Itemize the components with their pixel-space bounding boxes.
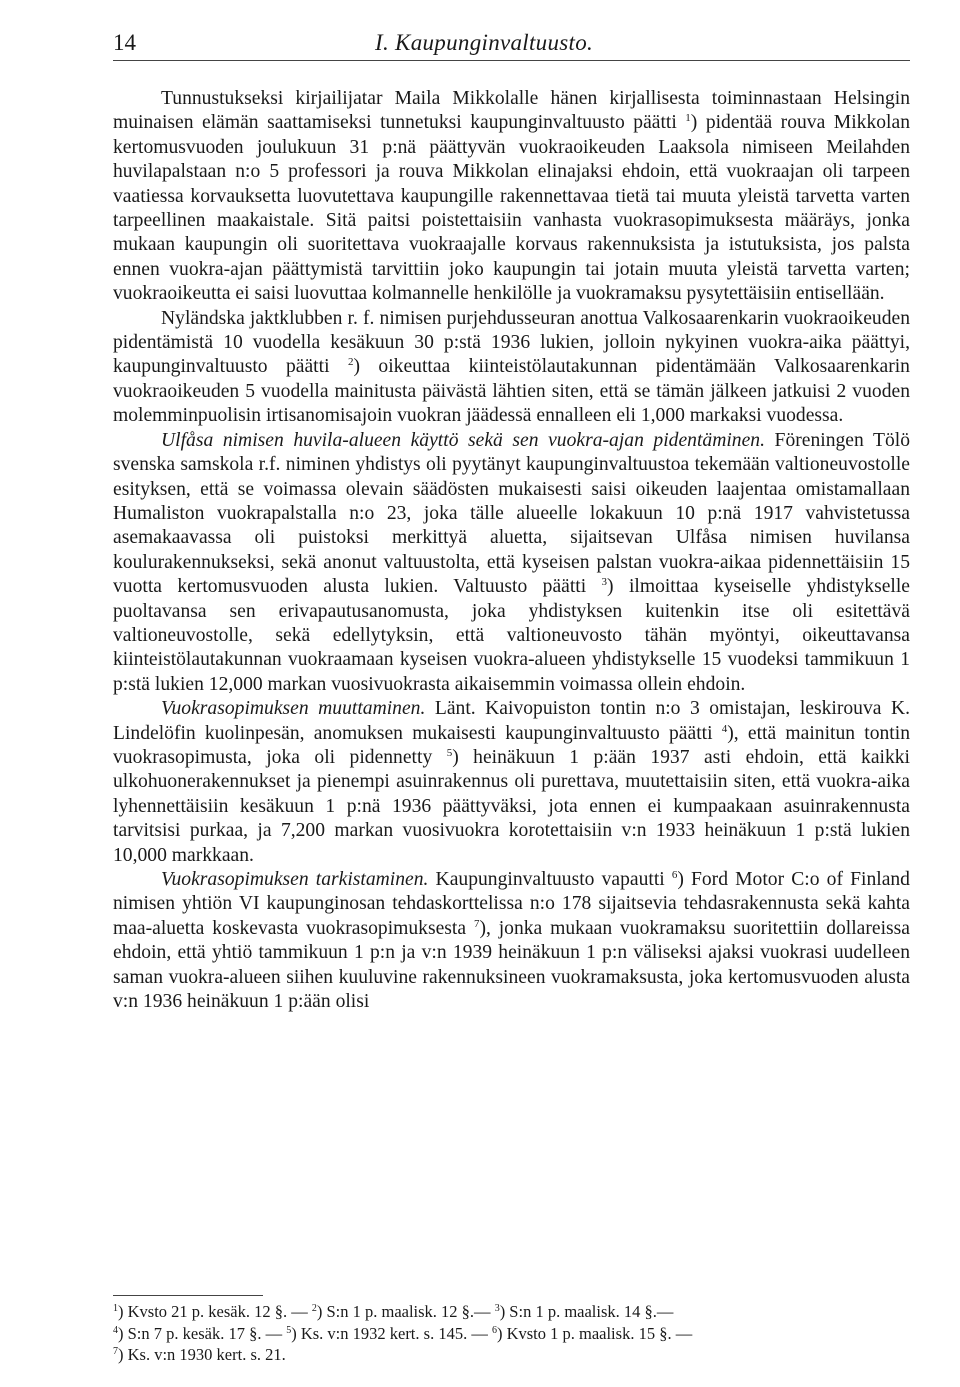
- footnote-line: [113, 1301, 910, 1323]
- footnote-marker: 7: [113, 1346, 118, 1357]
- text-run: ), että mainitun tontin vuokrasopimusta, joka oli pidennetty: [113, 722, 910, 768]
- footnote-marker: 5: [286, 1324, 292, 1336]
- text-run: ) Kvsto 1 p. maalisk. 15 §. —: [496, 1323, 693, 1343]
- text-run: ) oikeuttaa kiinteistölautakunnan pidentämään Valkosaarenkarin vuokraoikeuden 5 vuodella mainitusta päivästä lähtien siten, että se tämän jälkeen jatkuisi 2 vuoden molemminpuolisin irtisanomisajoin vuokran jäädessä ennalleen eli 1,000 markaksi vuodessa.: [113, 356, 910, 427]
- footnote-line: [113, 1344, 910, 1366]
- footnote-rule: [113, 1295, 263, 1296]
- footnotes: [113, 1301, 910, 1366]
- body-text: [113, 87, 910, 1014]
- footnote-marker: 7: [473, 917, 480, 930]
- paragraph: [113, 87, 910, 307]
- text-run: ) Ford Motor C:o of Finland nimisen yhtiön VI kaupunginosan tehdaskorttelissa n:o 178 sijaitsevia tehdasrakennusta sekä kahta maa-aluetta koskevasta vuokrasopimuksesta: [113, 869, 910, 939]
- footnote-marker: 3: [494, 1303, 500, 1314]
- text-run: Föreningen Tölö svenska samskola r.f. niminen yhdistys oli pyytänyt kaupunginvaltuustoa tekemään valtioneuvostolle esityksen, että se voimassa olevain säädösten mukaisesti saisi oikeuden laajentaa omistamallaan Humaliston vuokrapalstalla n:o 23, joka tälle alueelle lokakuun 10 p:nä 1917 vahvistetussa asemakaavassa oli puistoksi merkittyä aluetta, sijaitsevan Ulfåsa nimisen huvilansa koulurakennukseksi, sekä anonut valtuustolta, että kyseisen palstan vuokra-aikaa pidennettäisiin 15 vuotta kertomusvuoden alusta lukien. Valtuusto päätti: [113, 429, 910, 598]
- text-run: ) S:n 1 p. maalisk. 14 §.—: [499, 1302, 674, 1321]
- text-run: ) Kvsto 21 p. kesäk. 12 §. —: [118, 1302, 312, 1321]
- section-heading: Ulfåsa nimisen huvila-alueen käyttö sekä sen vuokra-ajan pidentäminen.: [161, 429, 765, 451]
- footnote-marker: 1: [113, 1303, 118, 1314]
- paragraph: [113, 429, 910, 697]
- paragraph: [113, 307, 910, 429]
- text-run: Nyländska jaktklubben r. f. nimisen purjehdusseuran anottua Valkosaarenkarin vuokraoikeuden pidentämistä 10 vuodella kesäkuun 30 p:stä 1936 lukien, jolloin nykyinen vuokra-aika päättyi, kaupunginvaltuusto päätti: [113, 307, 910, 378]
- footnote-marker: 4: [113, 1324, 118, 1336]
- page-number: 14: [113, 30, 136, 55]
- text-run: ) heinäkuun 1 p:ään 1937 asti ehdoin, että kaikki ulkohuonerakennukset ja pienempi asuinrakennus oli purettava, muutettaisiin siten, että vuokra-aika lyhennettäisiin kesäkuun 1 p:nä 1936 päättyväksi, jota ennen ei kumpaakaan asuinrakennusta tarvitsisi purkaa, ja 7,200 markan vuosivuokra korotettaisiin v:n 1933 heinäkuun 1 p:stä lukien 10,000 markkaan.: [113, 746, 910, 866]
- text-run: ) Ks. v:n 1930 kert. s. 21.: [118, 1345, 286, 1364]
- text-run: ) Ks. v:n 1932 kert. s. 145. —: [291, 1323, 492, 1343]
- text-run: ) ilmoittaa kyseiselle yhdistykselle puoltavansa sen erivapautusanomusta, joka yhdistyksen kuitenkin itse oli esitettävä valtioneuvostolle, sekä edellytyksin, että valtioneuvosto tähän myöntyi, oikeuttavansa kiinteistölautakunnan vuokraamaan kyseisen vuokra-alueen yhdistykselle 15 vuodeksi tammikuun 1 p:stä lukien 12,000 markan vuosivuokrasta aikaisemmin voimassa ollein ehdoin.: [113, 576, 910, 695]
- footnote-marker: 5: [446, 746, 453, 759]
- text-run: Tunnustukseksi kirjailijatar Maila Mikkolalle hänen kirjallisesta toiminnastaan Helsingin muinaisen elämän saattamiseksi tunnetuksi kaupunginvaltuusto päätti: [113, 88, 910, 134]
- footnote-marker: 3: [601, 576, 608, 589]
- footnote-marker: 2: [311, 1303, 317, 1314]
- running-title: I. Kaupunginvaltuusto.: [375, 30, 594, 55]
- text-run: ) S:n 7 p. kesäk. 17 §. —: [118, 1323, 287, 1343]
- text-run: ) S:n 1 p. maalisk. 12 §.—: [316, 1302, 495, 1321]
- page-header: [113, 28, 913, 62]
- paragraph: [113, 697, 910, 868]
- text-run: ) pidentää rouva Mikkolan kertomusvuoden joulukuun 31 p:nä päättyvän vuokraoikeuden Laaksola nimiseen Meilahden huvilapalstaan n:o 5 professori ja rouva Mikkolan elinajaksi ehdoin, että vuokraajan oli tarpeen vaatiessa korvauksetta luovutettava kaupungille rakennettavaa tietä tai muuta yleistä tarvetta varten tarpeellinen maakaistale. Sitä paitsi poistettaisiin vanhasta vuokrasopimuksesta määräys, jonka mukaan kaupungin oli suoritettava vuokraajalle korvaus rakennuksista ja istutuksista, jos palsta ennen vuokra-ajan päättymistä tarvittiin joko kaupungin tai jotain muuta yleistä tarvetta varten; vuokraoikeutta ei saisi luovuttaa kolmannelle henkilölle ja vuokramaksu pysytettäisiin entisellään.: [113, 112, 910, 305]
- header-rule: [113, 60, 910, 61]
- section-heading: Vuokrasopimuksen muuttaminen.: [161, 698, 426, 720]
- footnote-marker: 1: [685, 112, 691, 125]
- footnote-marker: 6: [491, 1324, 497, 1336]
- footnote-marker: 2: [347, 356, 354, 369]
- footnote-marker: 4: [721, 722, 728, 735]
- text-run: Länt. Kaivopuiston tontin n:o 3 omistajan, leskirouva K. Lindelöfin kuolinpesän, anomuksen mukaisesti kaupunginvaltuusto päätti: [113, 698, 910, 744]
- footnote-line: [113, 1323, 910, 1345]
- paragraph: [113, 868, 910, 1014]
- footnote-marker: 6: [671, 869, 678, 881]
- text-run: Kaupunginvaltuusto vapautti: [428, 869, 672, 890]
- section-heading: Vuokrasopimuksen tarkistaminen.: [161, 869, 429, 890]
- text-run: ), jonka mukaan vuokramaksu suoritettiin dollareissa ehdoin, että yhtiö tammikuun 1 p:n ja v:n 1939 heinäkuun 1 p:n väliseksi ajaksi vuokrasi uudelleen saman vuokra-alueen siihen kuuluvine rakennuksineen vuokramaksusta, joka kertomusvuoden alusta v:n 1936 heinäkuun 1 p:ään olisi: [113, 917, 910, 1013]
